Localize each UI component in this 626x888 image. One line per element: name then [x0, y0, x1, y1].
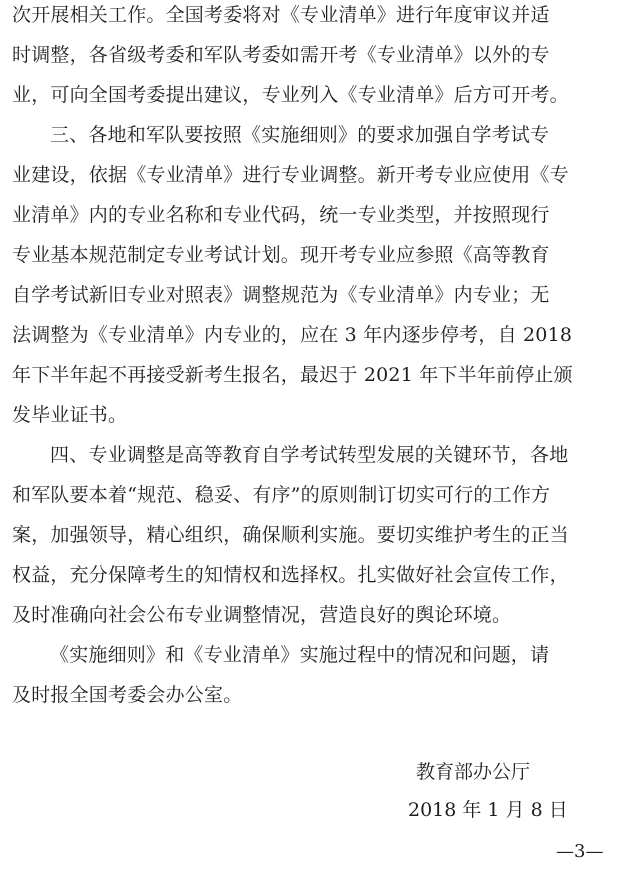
page-number: —3— — [556, 841, 604, 862]
text-line: 专业基本规范制定专业考试计划。现开考专业应参照《高等教育 — [12, 244, 550, 266]
issue-date: 2018 年 1 月 8 日 — [408, 799, 568, 821]
text-line: 及时准确向社会公布专业调整情况，营造良好的舆论环境。 — [12, 604, 512, 626]
text-line: 法调整为《专业清单》内专业的，应在 3 年内逐步停考，自 2018 — [12, 324, 573, 346]
text-line: 案，加强领导，精心组织，确保顺利实施。要切实维护考生的正当 — [12, 524, 569, 546]
text-line: 业，可向全国考委提出建议，专业列入《专业清单》后方可开考。 — [12, 84, 569, 106]
text-line: 和军队要本着“规范、稳妥、有序”的原则制订切实可行的工作方 — [12, 484, 551, 506]
text-line: 《实施细则》和《专业清单》实施过程中的情况和问题，请 — [50, 644, 550, 666]
text-line: 年下半年起不再接受新考生报名，最迟于 2021 年下半年前停止颁 — [12, 364, 573, 386]
text-line: 及时报全国考委会办公室。 — [12, 684, 243, 706]
text-line: 次开展相关工作。全国考委将对《专业清单》进行年度审议并适 — [12, 4, 550, 26]
text-line: 时调整，各省级考委和军队考委如需开考《专业清单》以外的专 — [12, 44, 550, 66]
text-line: 业清单》内的专业名称和专业代码，统一专业类型，并按照现行 — [12, 204, 550, 226]
text-line: 自学考试新旧专业对照表》调整规范为《专业清单》内专业；无 — [12, 284, 550, 306]
issuer-name: 教育部办公厅 — [416, 761, 531, 783]
text-line: 四、专业调整是高等教育自学考试转型发展的关键环节，各地 — [50, 444, 569, 466]
text-line: 权益，充分保障考生的知情权和选择权。扎实做好社会宣传工作， — [12, 564, 569, 586]
text-line: 三、各地和军队要按照《实施细则》的要求加强自学考试专 — [50, 124, 550, 146]
text-line: 发毕业证书。 — [12, 404, 128, 426]
text-line: 业建设，依据《专业清单》进行专业调整。新开考专业应使用《专 — [12, 164, 569, 186]
